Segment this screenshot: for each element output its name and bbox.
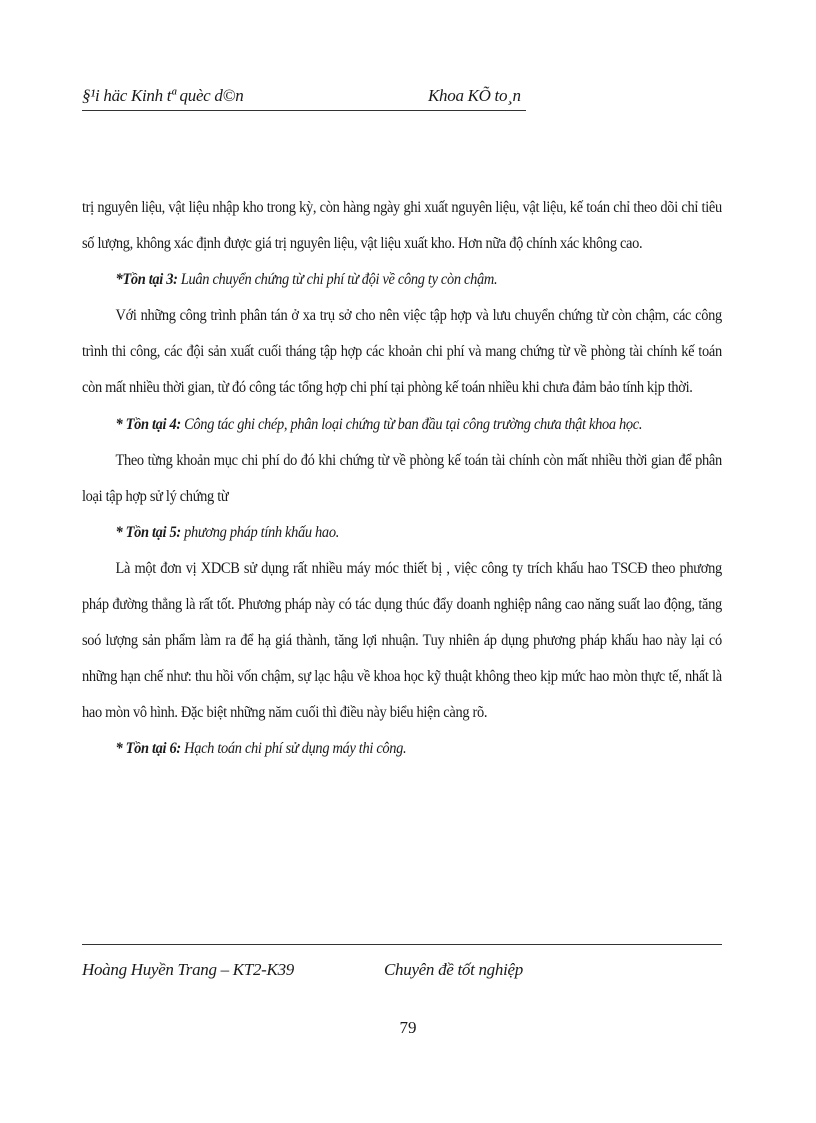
- header-faculty: Khoa KÕ to¸n: [428, 86, 521, 105]
- heading-issue-3: [82, 262, 722, 298]
- page-number: 79: [399, 1018, 417, 1037]
- heading-issue-4-label: * Tồn tại 4:: [115, 415, 181, 433]
- heading-issue-3-label: *Tồn tại 3:: [115, 271, 178, 289]
- paragraph-issue-4: Theo từng khoản mục chi phí do đó khi chứng từ về phòng kế toán tài chính còn mất nhiều thời gian để phân loại tập hợp sử lý chứng từ: [82, 451, 722, 505]
- footer-divider: [82, 944, 722, 945]
- heading-issue-5-text: phương pháp tính khấu hao.: [180, 523, 339, 541]
- page-header: [82, 84, 526, 111]
- paragraph-continuation: trị nguyên liệu, vật liệu nhập kho trong kỳ, còn hàng ngày ghi xuất nguyên liệu, vật liệu, kế toán chỉ theo dõi chỉ tiêu số lượng, không xác định được giá trị nguyên liệu, vật liệu xuất kho. Hơn nữa độ chính xác không cao.: [82, 199, 722, 253]
- body-text: [82, 190, 722, 768]
- footer-title: Chuyên đề tốt nghiệp: [384, 960, 523, 979]
- heading-issue-6-label: * Tồn tại 6:: [115, 740, 181, 758]
- heading-issue-5-label: * Tồn tại 5:: [115, 523, 181, 541]
- footer-author: Hoàng Huyền Trang – KT2-K39: [82, 960, 294, 979]
- heading-issue-4-text: Công tác ghi chép, phân loại chứng từ ban đầu tại công trường chưa thật khoa học.: [180, 415, 643, 433]
- paragraph-issue-3: Với những công trình phân tán ở xa trụ sở cho nên việc tập hợp và lưu chuyển chứng từ còn chậm, các công trình thi công, các đội sản xuất cuối tháng tập hợp các khoản chi phí và mang chứng từ về phòng tài chính kế toán còn mất nhiều thời gian, từ đó công tác tổng hợp chi phí tại phòng kế toán nhiều khi chưa đảm bảo tính kịp thời.: [82, 307, 722, 397]
- header-university: §¹i häc Kinh tª quèc d©n: [82, 86, 244, 105]
- heading-issue-3-text: Luân chuyển chứng từ chi phí từ đội về công ty còn chậm.: [177, 271, 498, 289]
- heading-issue-4: [82, 407, 722, 443]
- heading-issue-6: [82, 731, 722, 767]
- heading-issue-6-text: Hạch toán chi phí sử dụng máy thi công.: [180, 740, 407, 758]
- paragraph-issue-5: Là một đơn vị XDCB sử dụng rất nhiều máy móc thiết bị , việc công ty trích khấu hao TSCĐ theo phương pháp đường thẳng là rất tốt. Phương pháp này có tác dụng thúc đẩy doanh nghiệp nâng cao năng suất lao động, tăng soó lượng sản phẩm làm ra để hạ giá thành, tăng lợi nhuận. Tuy nhiên áp dụng phương pháp khấu hao này lại có những hạn chế như: thu hồi vốn chậm, sự lạc hậu về khoa học kỹ thuật không theo kịp mức hao mòn thực tế, nhất là hao mòn vô hình. Đặc biệt những năm cuối thì điều này biểu hiện càng rõ.: [82, 559, 722, 722]
- heading-issue-5: [82, 515, 722, 551]
